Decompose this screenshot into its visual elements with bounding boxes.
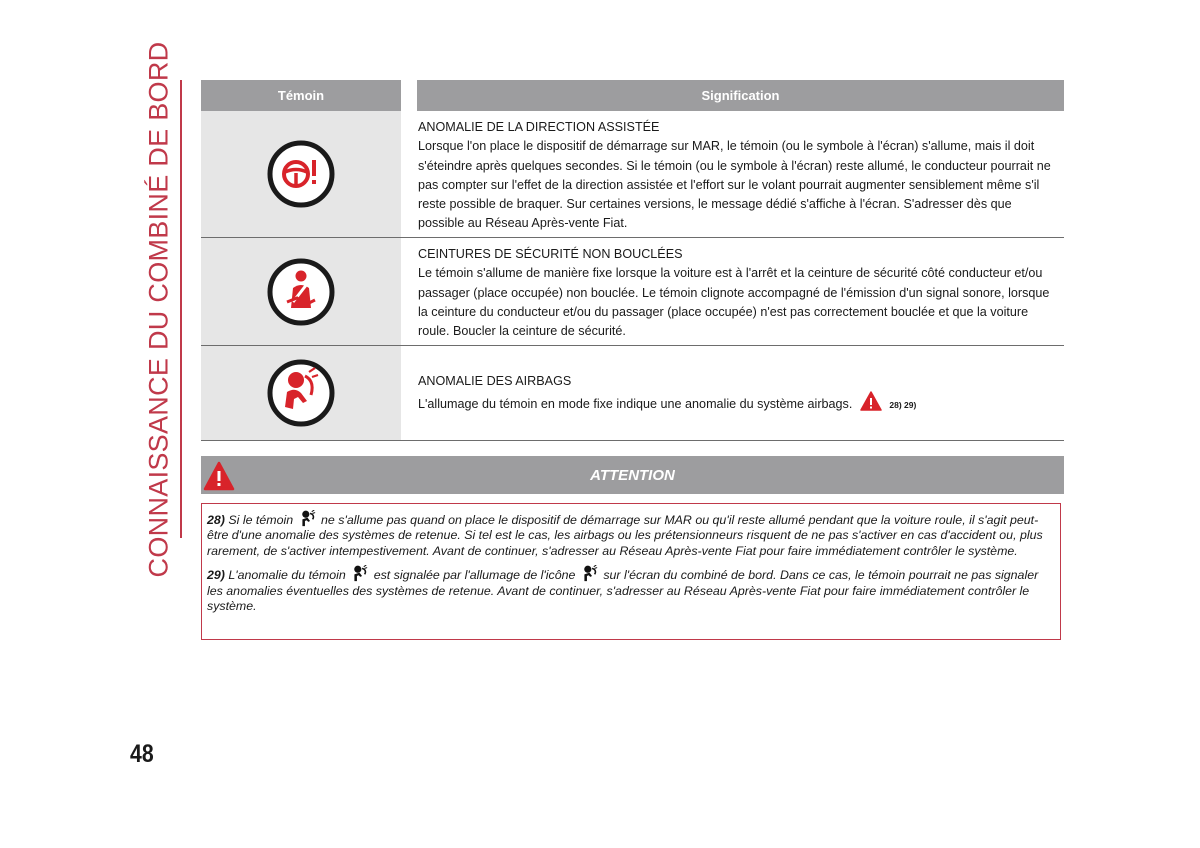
- row-title: ANOMALIE DE LA DIRECTION ASSISTÉE: [418, 120, 660, 134]
- icon-cell: [201, 346, 401, 440]
- attention-title: ATTENTION: [590, 466, 675, 484]
- airbag-icon: [267, 359, 335, 427]
- attention-header: [201, 456, 1064, 494]
- airbag-icon: [351, 565, 368, 582]
- note-29: [207, 565, 1052, 614]
- chapter-title-text: CONNAISSANCE DU COMBINÉ DE BORD: [143, 41, 174, 577]
- note-references: 28) 29): [889, 400, 917, 411]
- row-description: [401, 346, 1064, 440]
- note-number: 29): [207, 568, 225, 583]
- note-number: 28): [207, 513, 225, 527]
- row-title: CEINTURES DE SÉCURITÉ NON BOUCLÉES: [418, 247, 683, 261]
- table-row: [201, 111, 1064, 238]
- page-number: 48: [130, 740, 154, 768]
- column-header-temoin: Témoin: [201, 80, 401, 111]
- warning-triangle-icon: [203, 461, 235, 491]
- warning-lights-table: [201, 80, 1064, 441]
- row-title: ANOMALIE DES AIRBAGS: [418, 374, 572, 388]
- note-text-start: L'anomalie du témoin: [228, 568, 346, 583]
- row-description: [401, 111, 1064, 237]
- warning-triangle-icon: [860, 391, 882, 411]
- note-28: [207, 510, 1052, 559]
- note-text-end: sur l'écran du combiné de bord. Dans ce cas, le témoin pourrait ne pas signaler les anomalies éventuelles des systèmes de retenue. Avant de continuer, s'adresser au Réseau Après-vente Fiat pour faire immédiatement contrôler le système.: [207, 568, 1039, 614]
- icon-cell: [201, 238, 401, 345]
- note-text-middle: est signalée par l'allumage de l'icône: [373, 568, 576, 583]
- attention-notes: [201, 503, 1061, 640]
- airbag-icon: [299, 510, 316, 527]
- row-description: [401, 238, 1064, 345]
- table-row: [201, 346, 1064, 441]
- row-text: Lorsque l'on place le dispositif de démarrage sur MAR, le témoin (ou le symbole à l'écran) s'allume, mais il doit s'éteindre après quelques secondes. Si le témoin (ou le symbole à l'écran) reste allumé, le conducteur pourrait ne pas compter sur l'effet de la direction assistée et l'effort sur le volant pourrait augmenter sensiblement même s'il reste possible de braquer. Sur certaines versions, le message dédié s'affiche à l'écran. S'adresser dès que possible au Réseau Après-vente Fiat.: [418, 139, 1051, 231]
- seatbelt-icon: [267, 258, 335, 326]
- note-text-start: Si le témoin: [228, 513, 294, 527]
- icon-cell: [201, 111, 401, 237]
- power-steering-warning-icon: [267, 140, 335, 208]
- table-header: [201, 80, 1064, 111]
- airbag-icon: [581, 565, 598, 582]
- row-text: Le témoin s'allume de manière fixe lorsque la voiture est à l'arrêt et la ceinture de sécurité côté conducteur et/ou passager (place occupée) non bouclée. Le témoin clignote accompagné de l'émission d'un signal sonore, lorsque la ceinture du conducteur et/ou du passager (place occupée) n'est pas correctement bouclée et que la voiture roule. Boucler la ceinture de sécurité.: [418, 266, 1050, 339]
- note-text-end: ne s'allume pas quand on place le dispositif de démarrage sur MAR ou qu'il reste allumé pendant que la voiture roule, il s'agit peut-être d'une anomalie des systèmes de retenue. Si tel est le cas, les airbags ou les prétensionneurs risquent de ne pas s'activer en cas d'accident ou, plus rarement, de s'activer intempestivement. Avant de continuer, s'adresser au Réseau Après-vente Fiat pour faire immédiatement contrôler le système.: [207, 513, 1043, 558]
- chapter-title-vertical: [138, 41, 182, 577]
- row-text: L'allumage du témoin en mode fixe indique une anomalie du système airbags.: [418, 397, 853, 412]
- column-header-signification: Signification: [417, 80, 1064, 111]
- table-row: [201, 238, 1064, 346]
